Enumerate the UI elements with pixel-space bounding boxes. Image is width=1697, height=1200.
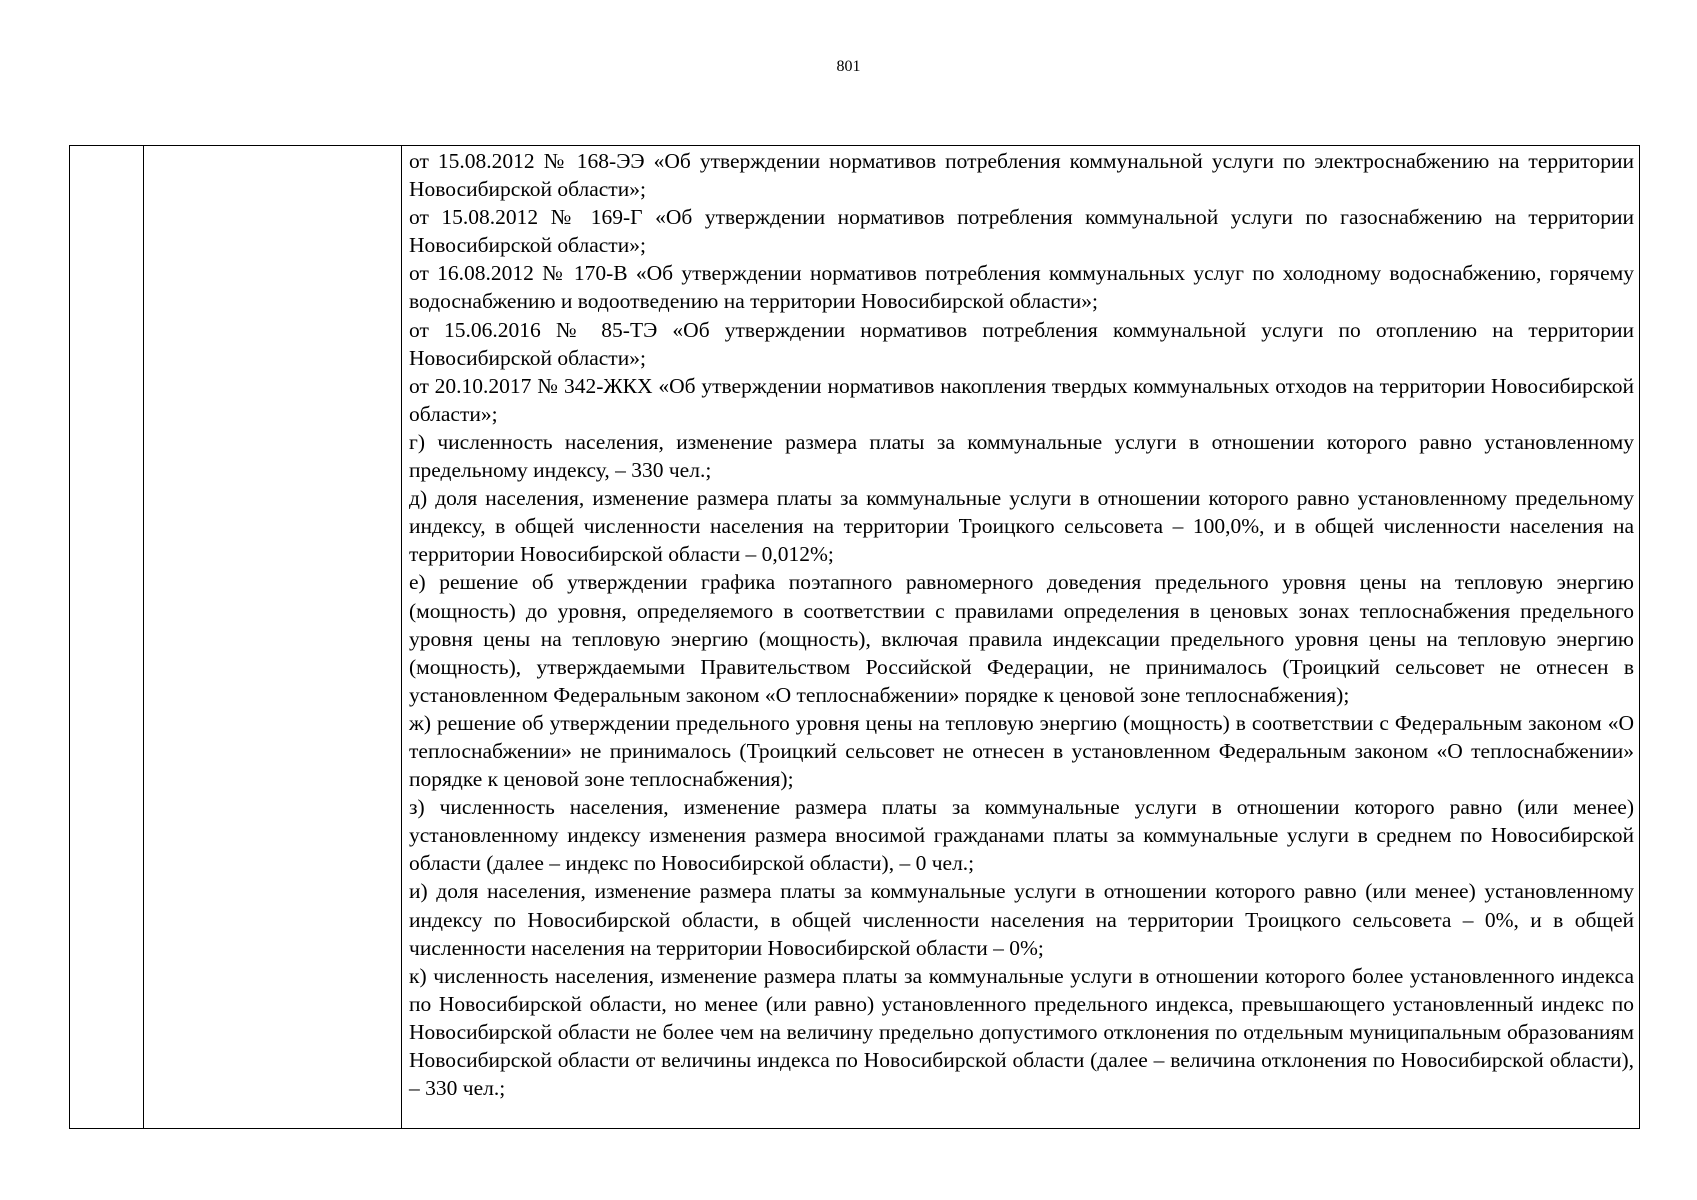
paragraph-item-i: и) доля населения, изменение размера платы за коммунальные услуги в отношении которого равно (или менее) установленному индексу по Новосибирской области, в общей численности населения на территории Троицкого сельсовета – 0%, и в общей численности населения на территории Новосибирской области – 0%;	[409, 879, 1634, 960]
paragraph-resolution-170: от 16.08.2012 № 170-В «Об утверждении нормативов потребления коммунальных услуг по холодному водоснабжению, горячему водоснабжению и водоотведению на территории Новосибирской области»;	[409, 261, 1634, 314]
table-cell-name	[144, 146, 402, 1129]
paragraph-resolution-342: от 20.10.2017 № 342-ЖКХ «Об утверждении нормативов накопления твердых коммунальных отходов на территории Новосибирской области»;	[409, 373, 1634, 426]
paragraph-resolution-168: от 15.08.2012 № 168-ЭЭ «Об утверждении нормативов потребления коммунальной услуги по электроснабжению на территории Новосибирской области»;	[409, 149, 1634, 202]
document-table	[69, 145, 1640, 1129]
paragraph-item-g: г) численность населения, изменение размера платы за коммунальные услуги в отношении которого равно установленному предельному индексу, – 330 чел.;	[409, 429, 1634, 483]
table-cell-index	[70, 146, 144, 1129]
paragraph-item-zh: ж) решение об утверждении предельного уровня цены на тепловую энергию (мощность) в соответствии с Федеральным законом «О теплоснабжении» не принималось (Троицкий сельсовет не отнесен в установленном Федеральным законом «О теплоснабжении» порядке к ценовой зоне теплоснабжения);	[409, 710, 1634, 792]
paragraph-item-d: д) доля населения, изменение размера платы за коммунальные услуги в отношении которого равно установленному предельному индексу, в общей численности населения на территории Троицкого сельсовета – 100,0%, и в общей численности населения на территории Новосибирской области – 0,012%;	[409, 486, 1634, 567]
paragraph-item-z: з) численность населения, изменение размера платы за коммунальные услуги в отношении которого равно (или менее) установленному индексу изменения размера вносимой гражданами платы за коммунальные услуги в среднем по Новосибирской области (далее – индекс по Новосибирской области), – 0 чел.;	[409, 795, 1634, 876]
table-row	[70, 146, 1640, 1129]
paragraph-item-k: к) численность населения, изменение размера платы за коммунальные услуги в отношении которого более установленного индекса по Новосибирской области, но менее (или равно) установленного предельного индекса, превышающего установленный индекс по Новосибирской области не более чем на величину предельно допустимого отклонения по отдельным муниципальным образованиям Новосибирской области от величины индекса по Новосибирской области (далее – величина отклонения по Новосибирской области), – 330 чел.;	[409, 963, 1634, 1101]
table-cell-content	[402, 146, 1640, 1129]
page-number: 801	[836, 58, 861, 75]
paragraph-resolution-169: от 15.08.2012 № 169-Г «Об утверждении нормативов потребления коммунальной услуги по газоснабжению на территории Новосибирской области»;	[409, 205, 1634, 258]
paragraph-item-e: е) решение об утверждении графика поэтапного равномерного доведения предельного уровня цены на тепловую энергию (мощность) до уровня, определяемого в соответствии с правилами определения в ценовых зонах теплоснабжения предельного уровня цены на тепловую энергию (мощность), включая правила индексации предельного уровня цены на тепловую энергию (мощность), утверждаемыми Правительством Российской Федерации, не принималось (Троицкий сельсовет не отнесен в установленном Федеральным законом «О теплоснабжении» порядке к ценовой зоне теплоснабжения);	[409, 570, 1634, 707]
paragraph-resolution-85: от 15.06.2016 № 85-ТЭ «Об утверждении нормативов потребления коммунальной услуги по отоплению на территории Новосибирской области»;	[409, 317, 1634, 370]
